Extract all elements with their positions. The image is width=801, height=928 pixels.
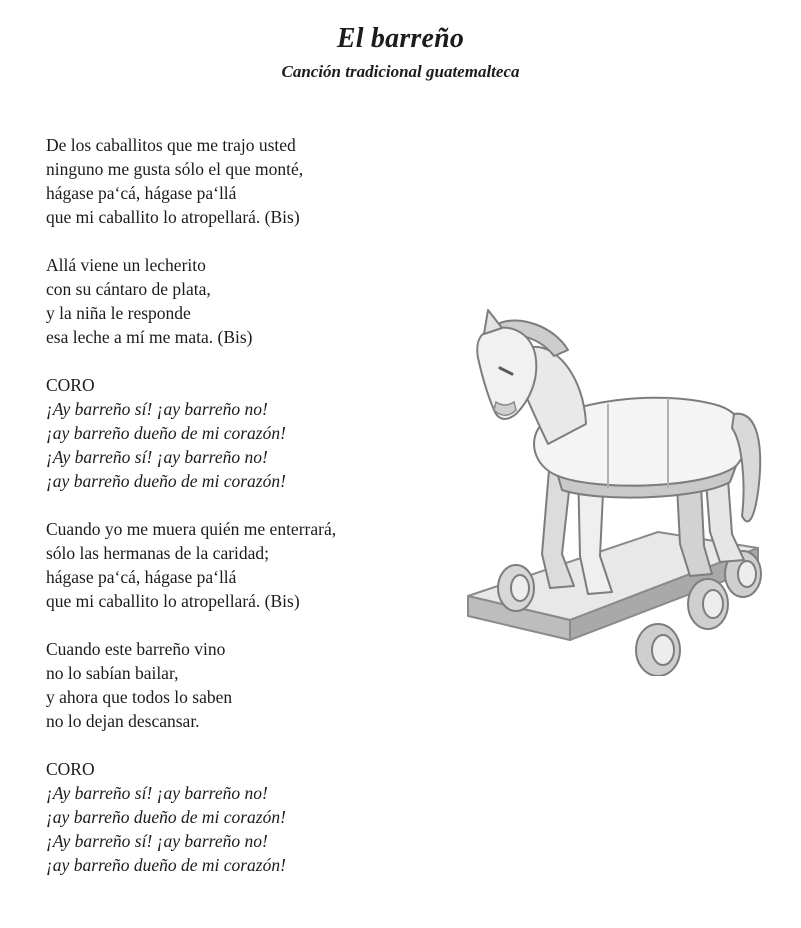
lyric-line: ninguno me gusta sólo el que monté, bbox=[46, 159, 304, 179]
chorus-line: ¡Ay barreño sí! ¡ay barreño no! bbox=[46, 447, 268, 467]
lyric-line: no lo dejan descansar. bbox=[46, 711, 200, 731]
chorus-line: ¡ay barreño dueño de mi corazón! bbox=[46, 471, 286, 491]
lyric-line: y ahora que todos lo saben bbox=[46, 687, 233, 707]
lyric-line: hágase pa‘cá, hágase pa‘llá bbox=[46, 183, 237, 203]
stanza-1 bbox=[46, 133, 446, 229]
lyric-line: que mi caballito lo atropellará. (Bis) bbox=[46, 207, 300, 227]
lyrics bbox=[46, 133, 446, 901]
stanza-4 bbox=[46, 637, 446, 733]
lyric-line: esa leche a mí me mata. (Bis) bbox=[46, 327, 253, 347]
lyric-line: que mi caballito lo atropellará. (Bis) bbox=[46, 591, 300, 611]
lyric-line: no lo sabían bailar, bbox=[46, 663, 179, 683]
stanza-3 bbox=[46, 517, 446, 613]
lyric-line: sólo las hermanas de la caridad; bbox=[46, 543, 270, 563]
chorus-2 bbox=[46, 757, 446, 877]
lyric-line: Allá viene un lecherito bbox=[46, 255, 206, 275]
chorus-line: ¡Ay barreño sí! ¡ay barreño no! bbox=[46, 831, 268, 851]
chorus-label: CORO bbox=[46, 759, 95, 779]
lyric-line: De los caballitos que me trajo usted bbox=[46, 135, 296, 155]
lyric-line: Cuando yo me muera quién me enterrará, bbox=[46, 519, 337, 539]
stanza-2 bbox=[46, 253, 446, 349]
chorus-line: ¡ay barreño dueño de mi corazón! bbox=[46, 423, 286, 443]
lyric-line: Cuando este barreño vino bbox=[46, 639, 226, 659]
chorus-1 bbox=[46, 373, 446, 493]
chorus-label: CORO bbox=[46, 375, 95, 395]
song-title: El barreño bbox=[336, 23, 465, 54]
wooden-horse-on-wheels-icon bbox=[458, 306, 768, 676]
chorus-line: ¡ay barreño dueño de mi corazón! bbox=[46, 807, 286, 827]
chorus-line: ¡Ay barreño sí! ¡ay barreño no! bbox=[46, 783, 268, 803]
lyric-line: con su cántaro de plata, bbox=[46, 279, 211, 299]
chorus-line: ¡ay barreño dueño de mi corazón! bbox=[46, 855, 286, 875]
chorus-line: ¡Ay barreño sí! ¡ay barreño no! bbox=[46, 399, 268, 419]
lyric-line: hágase pa‘cá, hágase pa‘llá bbox=[46, 567, 237, 587]
song-subtitle: Canción tradicional guatemalteca bbox=[281, 62, 520, 81]
lyric-line: y la niña le responde bbox=[46, 303, 191, 323]
